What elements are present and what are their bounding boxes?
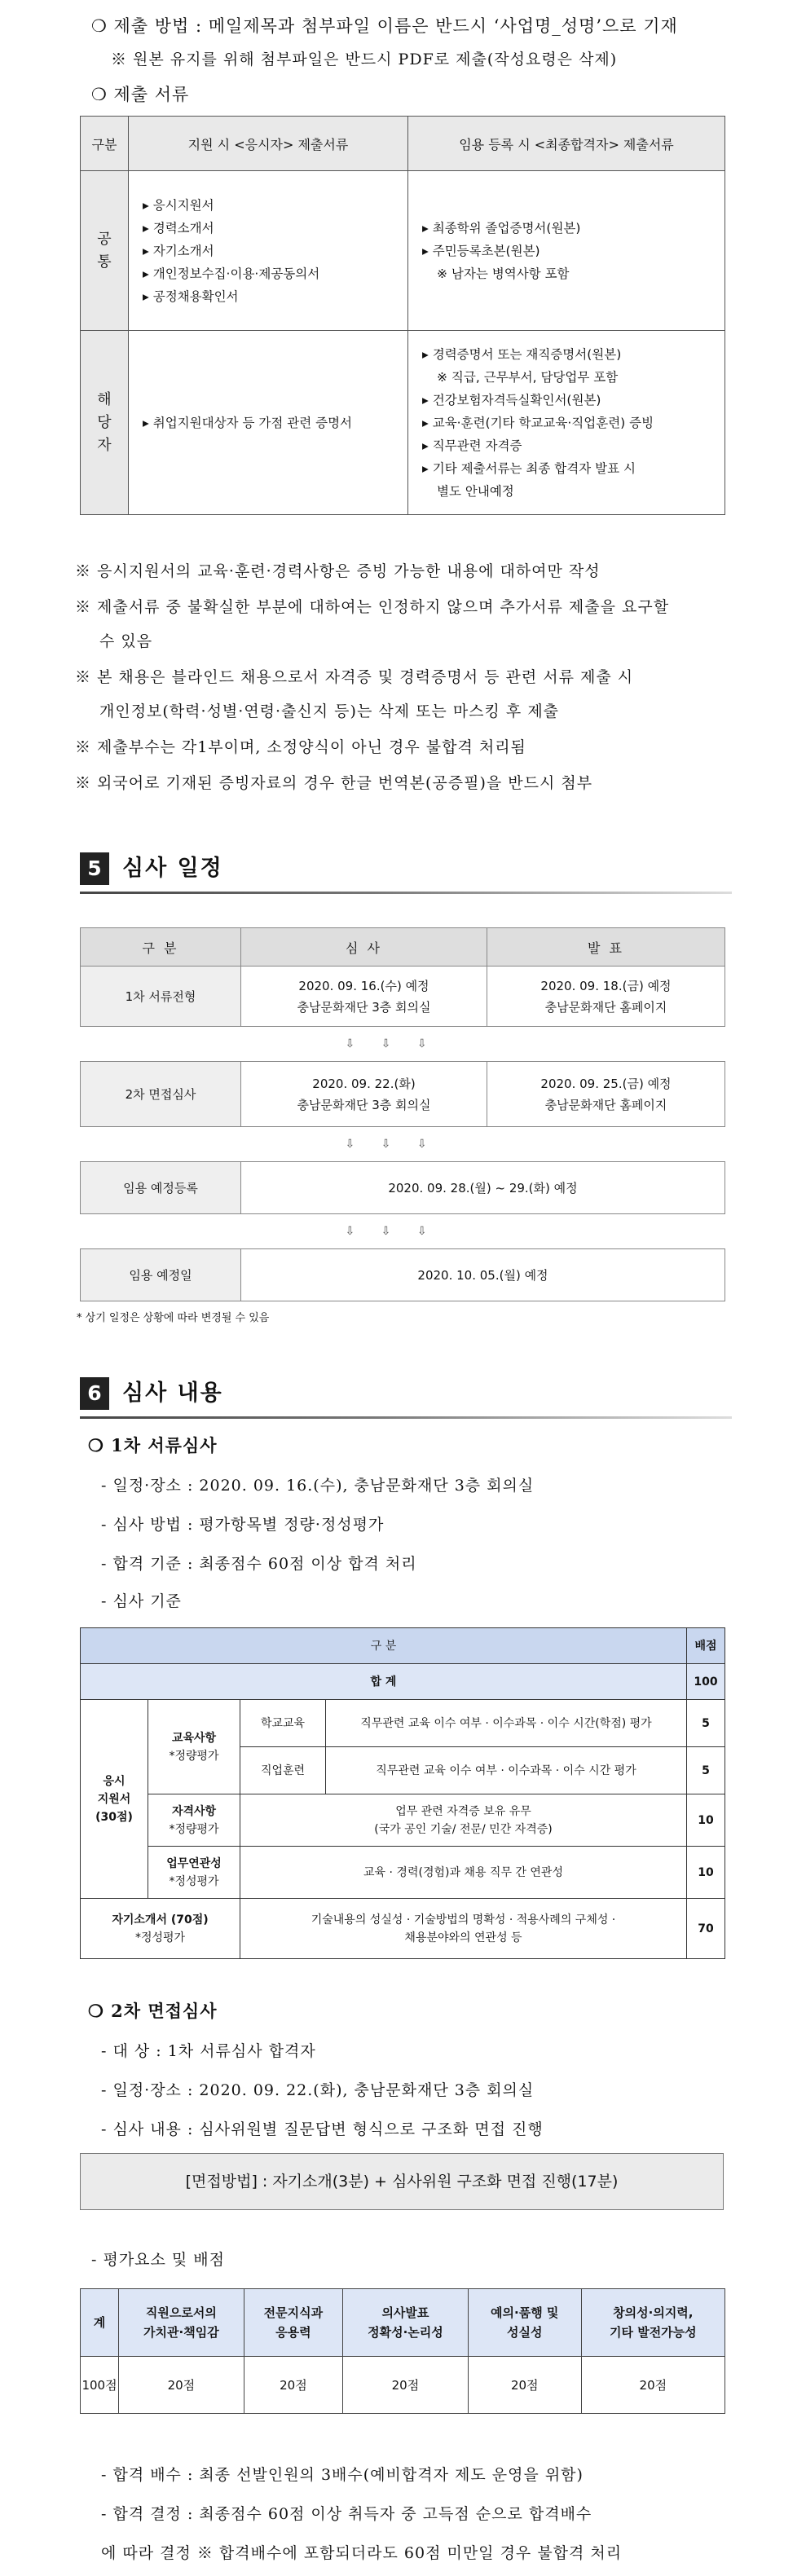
eval-table: 계 직원으로서의 가치관·책임감 전문지식과 응용력 의사발표 정확성·논리성 예의·품행 및 성실성 창의성·의지력, 기타 발전가능성 100점 20점 20점 20점 20점 20점 bbox=[80, 2288, 725, 2414]
table-row: 임용 예정등록 2020. 09. 28.(월) ~ 29.(화) 예정 bbox=[81, 1162, 725, 1214]
note-2-cont: 수 있음 bbox=[99, 632, 153, 650]
section-6-title: 심사 내용 bbox=[122, 1380, 223, 1406]
list-item: ▸ 개인정보수집·이용·제공동의서 bbox=[143, 262, 407, 285]
second-review-title: ❍ 2차 면접심사 bbox=[88, 2001, 218, 2021]
closing-line: 에 따라 결정 ※ 합격배수에 포함되더라도 60점 미만일 경우 불합격 처리 bbox=[101, 2544, 623, 2562]
first-review-line: - 심사 기준 bbox=[101, 1592, 182, 1610]
list-note: ※ 직급, 근무부서, 담당업무 포함 bbox=[437, 369, 619, 385]
first-review-line: - 심사 방법 : 평가항목별 정량·정성평가 bbox=[101, 1516, 385, 1534]
list-item: ▸ 공정채용확인서 bbox=[143, 285, 407, 308]
section-5-title: 심사 일정 bbox=[122, 856, 223, 881]
first-review-line: - 일정·장소 : 2020. 09. 16.(수), 충남문화재단 3층 회의실 bbox=[101, 1477, 535, 1495]
docs-header-apply: 지원 시 <응시자> 제출서류 bbox=[129, 117, 408, 171]
criteria-total-label: 합 계 bbox=[81, 1664, 687, 1700]
first-review-line: - 합격 기준 : 최종점수 60점 이상 합격 처리 bbox=[101, 1555, 417, 1573]
docs-applicable-apply bbox=[129, 331, 408, 515]
docs-table bbox=[80, 116, 725, 515]
note-2: ※ 제출서류 중 불확실한 부분에 대하여는 인정하지 않으며 추가서류 제출을 요구할 bbox=[75, 598, 670, 616]
criteria-header-group: 구 분 bbox=[81, 1628, 687, 1664]
section-divider bbox=[80, 1416, 732, 1419]
section-5-number: 5 bbox=[80, 852, 109, 885]
list-item: ▸ 자기소개서 bbox=[143, 240, 407, 262]
note-3: ※ 본 채용은 블라인드 채용으로서 자격증 및 경력증명서 등 관련 서류 제출 시 bbox=[75, 668, 634, 686]
list-item: ▸ 기타 제출서류는 최종 합격자 발표 시 bbox=[422, 457, 724, 480]
note-4: ※ 제출부수는 각1부이며, 소정양식이 아닌 경우 불합격 처리됨 bbox=[75, 738, 526, 756]
table-row: 100점 20점 20점 20점 20점 20점 bbox=[81, 2357, 725, 2414]
interview-method-box: [면접방법] : 자기소개(3분) + 심사위원 구조화 면접 진행(17분) bbox=[80, 2153, 724, 2210]
criteria-header-score: 배점 bbox=[687, 1628, 725, 1664]
note-3-cont: 개인정보(학력·성별·연령·출신지 등)는 삭제 또는 마스킹 후 제출 bbox=[99, 702, 560, 720]
docs-header-hire: 임용 등록 시 <최종합격자> 제출서류 bbox=[408, 117, 725, 171]
list-item: ▸ 직무관련 자격증 bbox=[422, 434, 724, 457]
closing-line: - 합격 배수 : 최종 선발인원의 3배수(예비합격자 제도 운영을 위함) bbox=[101, 2466, 584, 2484]
list-item: ▸ 최종학위 졸업증명서(원본) bbox=[422, 217, 724, 240]
criteria-edu-label: 교육사항 *정량평가 bbox=[148, 1700, 240, 1794]
section-6-number: 6 bbox=[80, 1377, 109, 1410]
note-5: ※ 외국어로 기재된 증빙자료의 경우 한글 번역본(공증필)을 반드시 첨부 bbox=[75, 774, 593, 792]
submit-note: ※ 원본 유지를 위해 첨부파일은 반드시 PDF로 제출(작성요령은 삭제) bbox=[111, 51, 618, 68]
down-arrows-icon: ⇩ ⇩ ⇩ bbox=[241, 1214, 725, 1249]
table-row: 2차 면접심사 2020. 09. 22.(화) 충남문화재단 3층 회의실 2020. 09. 25.(금) 예정 충남문화재단 홈페이지 bbox=[81, 1062, 725, 1127]
list-item: ▸ 취업지원대상자 등 가점 관련 증명서 bbox=[143, 412, 407, 434]
docs-row-common-label: 공 통 bbox=[81, 171, 129, 331]
second-review-line: - 대 상 : 1차 서류심사 합격자 bbox=[101, 2042, 316, 2060]
arrow-row bbox=[81, 1027, 725, 1062]
submit-method: ❍ 제출 방법 : 메일제목과 첨부파일 이름은 반드시 ‘사업명_성명’으로 기재 bbox=[91, 16, 678, 36]
list-note: ※ 남자는 병역사항 포함 bbox=[437, 266, 570, 281]
criteria-table: 구 분 배점 합 계 100 응시 지원서 (30점) 교육사항 *정량평가 학교교육 직무관련 교육 이수 여부 · 이수과목 · 이수 시간(학점) 평가 5 직업훈련 직무관련 교육 이수 여부 · 이수과목 · 이수 시간 평가 5 자격사항 *정량평가 업무 관련 자격증 보유 유무 (국가 공인 기술/ 전문/ 민간 자격증) 10 업무연관성 *정성평가 교육 · 경력(경험)과 채용 직무 간 연관성 10 자기소개서 (70점) *정성평가 기술내용의 성실성 · 기술방법의 명확성 · 적용사례의 구체성 · 채용분야와의 연관성 등 70 bbox=[80, 1627, 725, 1959]
table-row: 임용 예정일 2020. 10. 05.(월) 예정 bbox=[81, 1249, 725, 1301]
schedule-header-group: 구 분 bbox=[81, 928, 241, 967]
second-review-line: - 심사 내용 : 심사위원별 질문답변 형식으로 구조화 면접 진행 bbox=[101, 2120, 544, 2138]
list-item: ▸ 교육·훈련(기타 학교교육·직업훈련) 증빙 bbox=[422, 412, 724, 434]
down-arrows-icon: ⇩ ⇩ ⇩ bbox=[241, 1127, 725, 1162]
list-item: ▸ 건강보험자격득실확인서(원본) bbox=[422, 389, 724, 412]
note-1: ※ 응시지원서의 교육·훈련·경력사항은 증빙 가능한 내용에 대하여만 작성 bbox=[75, 562, 601, 580]
eval-title: - 평가요소 및 배점 bbox=[91, 2251, 226, 2269]
criteria-app-label: 응시 지원서 (30점) bbox=[81, 1700, 148, 1899]
docs-title: ❍ 제출 서류 bbox=[91, 85, 190, 104]
down-arrows-icon: ⇩ ⇩ ⇩ bbox=[241, 1027, 725, 1062]
table-row: 1차 서류전형 2020. 09. 16.(수) 예정 충남문화재단 3층 회의실 2020. 09. 18.(금) 예정 충남문화재단 홈페이지 bbox=[81, 967, 725, 1027]
list-note: 별도 안내예정 bbox=[437, 483, 514, 499]
schedule-header-announce: 발 표 bbox=[487, 928, 725, 967]
closing-line: - 합격 결정 : 최종점수 60점 이상 취득자 중 고득점 순으로 합격배수 bbox=[101, 2505, 592, 2523]
list-item: ▸ 경력소개서 bbox=[143, 217, 407, 240]
criteria-total: 100 bbox=[687, 1664, 725, 1700]
docs-row-applicable-label: 해 당 자 bbox=[81, 331, 129, 515]
section-5-header bbox=[80, 852, 732, 887]
second-review-line: - 일정·장소 : 2020. 09. 22.(화), 충남문화재단 3층 회의실 bbox=[101, 2081, 535, 2099]
docs-common-apply bbox=[129, 171, 408, 331]
first-review-title: ❍ 1차 서류심사 bbox=[88, 1435, 218, 1455]
schedule-table bbox=[80, 927, 725, 1301]
docs-header-group: 구분 bbox=[81, 117, 129, 171]
docs-applicable-hire bbox=[408, 331, 725, 515]
arrow-row bbox=[81, 1127, 725, 1162]
arrow-row bbox=[81, 1214, 725, 1249]
schedule-header-review: 심 사 bbox=[241, 928, 487, 967]
list-item: ▸ 주민등록초본(원본) bbox=[422, 240, 724, 262]
schedule-footnote: * 상기 일정은 상황에 따라 변경될 수 있음 bbox=[77, 1312, 270, 1324]
section-6-header bbox=[80, 1377, 732, 1411]
docs-common-hire bbox=[408, 171, 725, 331]
list-item: ▸ 응시지원서 bbox=[143, 194, 407, 217]
section-divider bbox=[80, 892, 732, 894]
list-item: ▸ 경력증명서 또는 재직증명서(원본) bbox=[422, 343, 724, 366]
